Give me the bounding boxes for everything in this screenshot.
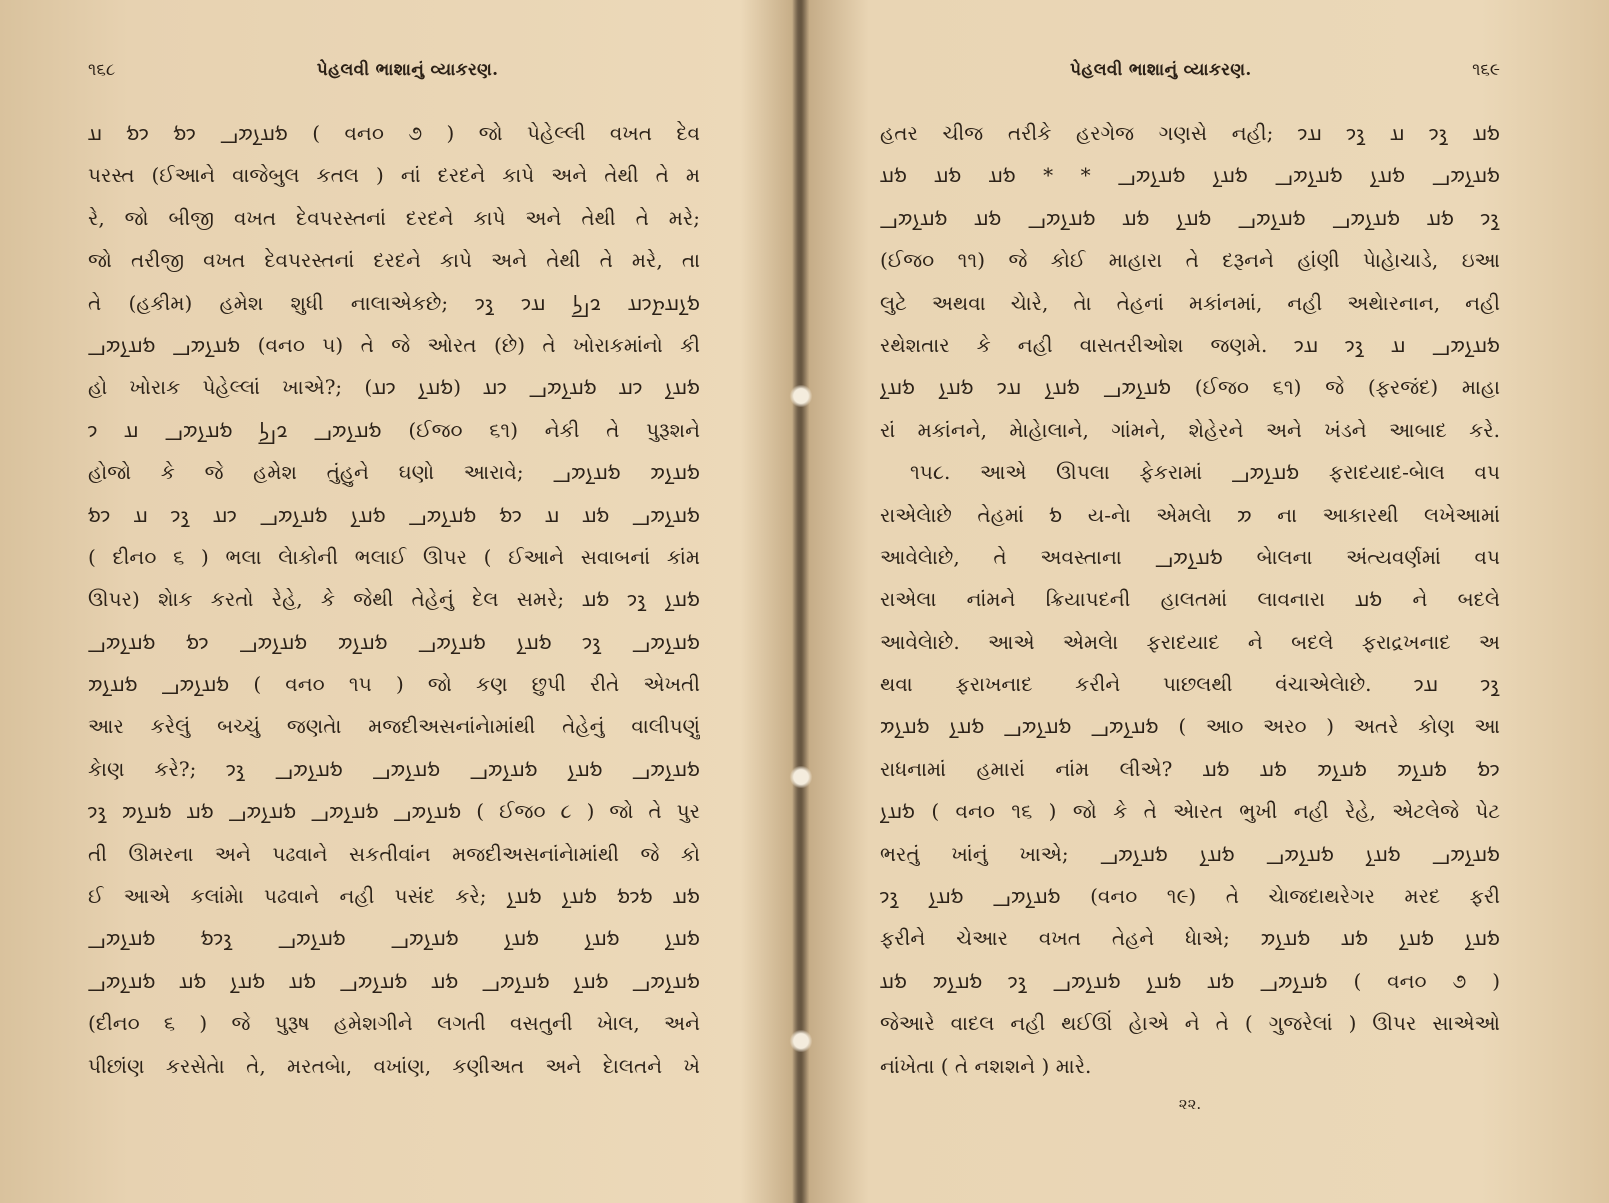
right-page xyxy=(880,60,1500,1180)
text-line: થવા ફરાખનાદ કરીને પાછલથી વંચાએલેાછે. 𐭪𐭩 𐭠𐭩 xyxy=(880,672,1500,697)
text-line: 𐭪𐭩 𐭬𐭠 𐭬𐭠𐭭𐭮𐭡 𐭬𐭠𐭭𐭮𐭡 𐭬𐭠𐭭 𐭬𐭠 𐭬𐭠𐭭𐭮𐭡 𐭬𐭠 𐭬𐭠𐭭𐭮𐭡 xyxy=(880,205,1500,230)
text-line: રાએલા નાંમને ક્રિયાપદની હાલતમાં લાવનારા 𐭬𐭠 ને બદલે xyxy=(880,587,1500,612)
running-title: પેહલવી ભાશાનું વ્યાકરણ. xyxy=(1070,60,1252,80)
page-body xyxy=(880,112,1500,1087)
left-page xyxy=(88,60,700,1180)
page-number: ૧૬૮ xyxy=(88,60,116,80)
text-line: 𐭬𐭠𐭭𐭮𐭡 𐭬𐭠𐭭 𐭠𐭩 𐭬𐭠𐭭 𐭬𐭠𐭭 (ઈજ૦ ૬૧) જે (ફરજંદ) માહા xyxy=(880,375,1500,400)
text-line: 𐭬𐭠𐭭𐭮𐭡 𐭬𐭠𐭭𐭮𐭡 (વન૦ ૫) તે જે ઓરત (છે) તે ખોરાકમાંનો કી xyxy=(88,332,700,357)
text-line: રે, જો બીજી વખત દેવપરસ્તનાં દરદને કાપે અને તેથી તે મરે; xyxy=(88,205,700,230)
text-line: 𐭬𐭠𐭭𐭮𐭡 𐭬𐭠𐭭 𐭬𐭠𐭭𐭮𐭡 𐭬𐭠 𐭬𐭠𐭭𐭮𐭡 𐭬𐭠 𐭬𐭠𐭭 𐭬𐭠 𐭬𐭠𐭭𐭮𐭡 xyxy=(88,968,700,993)
text-line: નાંખેતા ( તે નશશને ) મારે. xyxy=(880,1053,1092,1078)
running-title: પેહલવી ભાશાનું વ્યાકરણ. xyxy=(316,60,499,80)
text-line: રથેશતાર કે નહી વાસતરીઓશ જણમે. 𐭬𐭠𐭭𐭮𐭡 𐭠 𐭪𐭩 𐭠𐭩 xyxy=(880,332,1500,357)
text-line: જેઆરે વાદલ નહી થઈઊં હેાએ ને તે ( ગુજરેલાં ) ઊપર સાએઓ xyxy=(880,1011,1500,1036)
text-line: 𐭬𐭠𐭭𐭮𐭡 𐭪𐭩 𐭬𐭠𐭭 𐭬𐭠𐭭𐭮𐭡 𐭬𐭠𐭭𐭮 𐭬𐭠𐭭𐭮𐭡 𐭩𐭬 𐭬𐭠𐭭𐭮𐭡 xyxy=(88,629,700,654)
page-header xyxy=(88,60,700,94)
text-line: 𐭬𐭠𐭭𐭮𐭡 𐭥𐭡𐭫 𐭬𐭠𐭭𐭮𐭡 𐭠 𐭩 (ઈજ૦ ૬૧) નેકી તે પુરૂશને xyxy=(88,417,700,442)
page-header xyxy=(880,60,1500,94)
binding-stitch xyxy=(789,766,813,788)
text-line: તે (હકીમ) હમેશ શુધી નાલાએકછે; 𐭬𐭭𐭠𐭲𐭩𐭠 𐭥𐭡𐭫 𐭠𐭩 𐭪𐭩 xyxy=(88,290,700,315)
text-line: આવેલેાછે. આએ એમલેા ફરાદયાદ ને બદલે ફરાદ્રખનાદ અ xyxy=(880,629,1500,654)
text-line: 𐭬𐭠𐭭𐭮𐭡 𐭬𐭠𐭭𐭮 ( વન૦ ૧૫ ) જો કણ છુપી રીતે એખતી xyxy=(88,672,700,697)
text-line: 𐭬𐭠𐭭𐭮𐭡 𐭬𐭠𐭭 𐭬𐭠𐭭𐭮𐭡 𐭬𐭠𐭭 𐭬𐭠𐭭𐭮𐭡 * * 𐭬𐭠 𐭬𐭠 𐭬𐭠 xyxy=(880,163,1500,188)
text-line: (ઈજ૦ ૧૧) જે કોઈ માહારા તે દરૂનને હાંણી પેાહેાચાડે, ઇઆ xyxy=(880,248,1500,273)
text-line: ઈ આએ કલાંમેા પઢવાને નહી પસંદ કરે; 𐭬𐭠 𐭬𐭩𐭬 𐭬𐭠𐭭 𐭬𐭠𐭭 xyxy=(88,884,700,909)
text-line: હો ખોરાક પેહેલ્લાં ખાએ?; (𐭬𐭠𐭭 𐭩𐭠) 𐭬𐭠𐭭 𐭩𐭠 𐭬𐭠𐭭𐭮𐭡 𐭩𐭠 xyxy=(88,375,700,400)
text-line: હતર ચીજ તરીકે હરગેજ ગણસે નહી; 𐭬𐭠 𐭪𐭩 𐭠 𐭪𐭩 𐭠𐭩 xyxy=(880,121,1500,145)
text-line: 𐭬𐭠𐭭𐭮𐭡 𐭩𐭬 𐭩𐭬 𐭠 ( વન૦ ૭ ) જો પેહેલ્લી વખત દેવ xyxy=(88,121,700,145)
text-line: રાં મકાંનને, મેાહેાલાને, ગાંમને, શેહેરને અને ખંડને આબાદ કરે. xyxy=(880,417,1500,442)
text-line: ભરતું ખાંનું ખાએ; 𐭬𐭠𐭭𐭮𐭡 𐭬𐭠𐭭 𐭬𐭠𐭭𐭮𐭡 𐭬𐭠𐭭 𐭬𐭠𐭭𐭮𐭡 xyxy=(880,841,1500,866)
text-line: આર કરેલું બચ્ચું જણતેા મજદીઅસનાંનેામાંથી તેહેનું વાલીપણું xyxy=(88,714,700,739)
text-line: જો તરીજી વખત દેવપરસ્તનાં દરદને કાપે અને તેથી તે મરે, તા xyxy=(88,248,700,273)
text-line: 𐭬𐭠𐭭𐭮𐭡 𐭬𐭠𐭭𐭮𐭡 𐭬𐭠𐭭𐭮𐭡 𐭬𐭠 𐭬𐭠𐭭𐭮 𐭪𐭩 ( ઈજ૦ ૮ ) જો તે પુર xyxy=(88,799,700,824)
text-line: ૧૫૮. આએ ઊપલા ફેકરામાં 𐭬𐭠𐭭𐭮𐭡 ફરાદયાદ-બેાલ વપ xyxy=(910,460,1500,485)
text-line: રાધનામાં હમારાં નાંમ લીએ? 𐭩𐭬 𐭬𐭠𐭭𐭮 𐭬𐭠𐭭𐭮 𐭬𐭠 𐭬𐭠 xyxy=(880,756,1500,781)
text-line: રાએલેાછે તેહમાં 𐭬 ય-નેા એમલેા 𐭮 ના આકારથી લખેઆમાં xyxy=(880,502,1500,527)
binding-stitch xyxy=(789,385,813,407)
text-line: (દીન૦ ૬ ) જે પુરૂષ હમેશગીને લગતી વસતુની ખેાલ, અને xyxy=(88,1011,700,1036)
text-line: ઊપર) શેાક કરતો રેહે, કે જેથી તેહેનું દેલ સમરે; 𐭬𐭠𐭭 𐭪𐭩 𐭬𐭠 xyxy=(88,587,700,612)
text-line: પીછાંણ કરસેતેા તે, મરતબેા, વખાંણ, કણીઅત અને દેાલતને ખે xyxy=(88,1053,700,1078)
book-gutter xyxy=(793,0,809,1203)
text-line: 𐭬𐭠𐭭 ( વન૦ ૧૬ ) જો કે તે એારત ભુખી નહી રેહે, એટલેજે પેટ xyxy=(880,799,1500,824)
text-line: લુટે અથવા ચેારે, તેા તેહનાં મકાંનમાં, નહી અથેારનાન, નહી xyxy=(880,290,1500,315)
text-line: ફરીને ચેઆર વખત તેહને ધેાએ; 𐭬𐭠𐭭 𐭬𐭠𐭭 𐭬𐭠 𐭬𐭠𐭭𐭮 xyxy=(880,926,1500,951)
text-line: તી ઊમરના અને પઢવાને સકતીવાંન મજદીઅસનાંનેામાંથી જે કો xyxy=(88,841,700,866)
page-body xyxy=(88,112,700,1087)
text-line: આવેલેાછે, તે અવસ્તાના 𐭬𐭠𐭭𐭮𐭡 બેાલના અંત્યવર્ણમાં વપ xyxy=(880,544,1500,569)
text-line: 𐭬𐭠𐭭𐭮𐭡 𐭬𐭠 𐭬𐭠𐭭 𐭬𐭠𐭭𐭮𐭡 𐭪𐭩 𐭬𐭠𐭭𐭮 𐭬𐭠 ( વન૦ ૭ ) xyxy=(880,968,1500,993)
text-line: 𐭬𐭠𐭭𐭮𐭡 𐭬𐭠𐭭𐭮𐭡 𐭬𐭠𐭭 𐭬𐭠𐭭𐭮 ( આ૦ અર૦ ) અતરે કોણ આ xyxy=(880,714,1500,739)
page-number: ૧૬૯ xyxy=(1472,60,1500,80)
text-line: 𐭬𐭠𐭭𐭮𐭡 𐭬𐭠𐭭 𐭪𐭩 (વન૦ ૧૯) તે ચેાજદાથરેગર મરદ ફરી xyxy=(880,884,1500,909)
text-line: ( દીન૦ ૬ ) ભલા લેાકોની ભલાઈ ઊપર ( ઈઆને સવાબનાં કાંમ xyxy=(88,544,700,569)
footer-mark: ૨૨. xyxy=(1178,1094,1202,1113)
text-line: પરસ્ત (ઈઆને વાજેબુલ કતલ ) નાં દરદને કાપે અને તેથી તે મ xyxy=(88,163,700,188)
text-line: હોજો કે જે હમેશ તુંહુને ઘણો આરાવે; 𐭬𐭠𐭭𐭮 𐭬𐭠𐭭𐭮𐭡 xyxy=(88,460,700,485)
text-line: 𐭬𐭠𐭭 𐭬𐭠𐭭 𐭬𐭠𐭭 𐭬𐭠𐭭𐭮𐭡 𐭬𐭠𐭭𐭮𐭡 𐭪𐭩𐭬 𐭬𐭠𐭭𐭮𐭡 xyxy=(88,926,700,951)
text-line: કેાણ કરે?; 𐭬𐭠𐭭𐭮𐭡 𐭬𐭠𐭭 𐭬𐭠𐭭𐭮𐭡 𐭬𐭠𐭭𐭮𐭡 𐭬𐭠𐭭𐭮𐭡 𐭪𐭩 xyxy=(88,756,700,781)
text-line: 𐭬𐭠𐭭𐭮𐭡 𐭬𐭠 𐭠 𐭩𐭬 𐭬𐭠𐭭𐭮𐭡 𐭬𐭠𐭭 𐭬𐭠𐭭𐭮𐭡 𐭩𐭠 𐭪𐭩 𐭠 𐭩𐭬 xyxy=(88,502,700,527)
binding-stitch xyxy=(789,1030,813,1052)
